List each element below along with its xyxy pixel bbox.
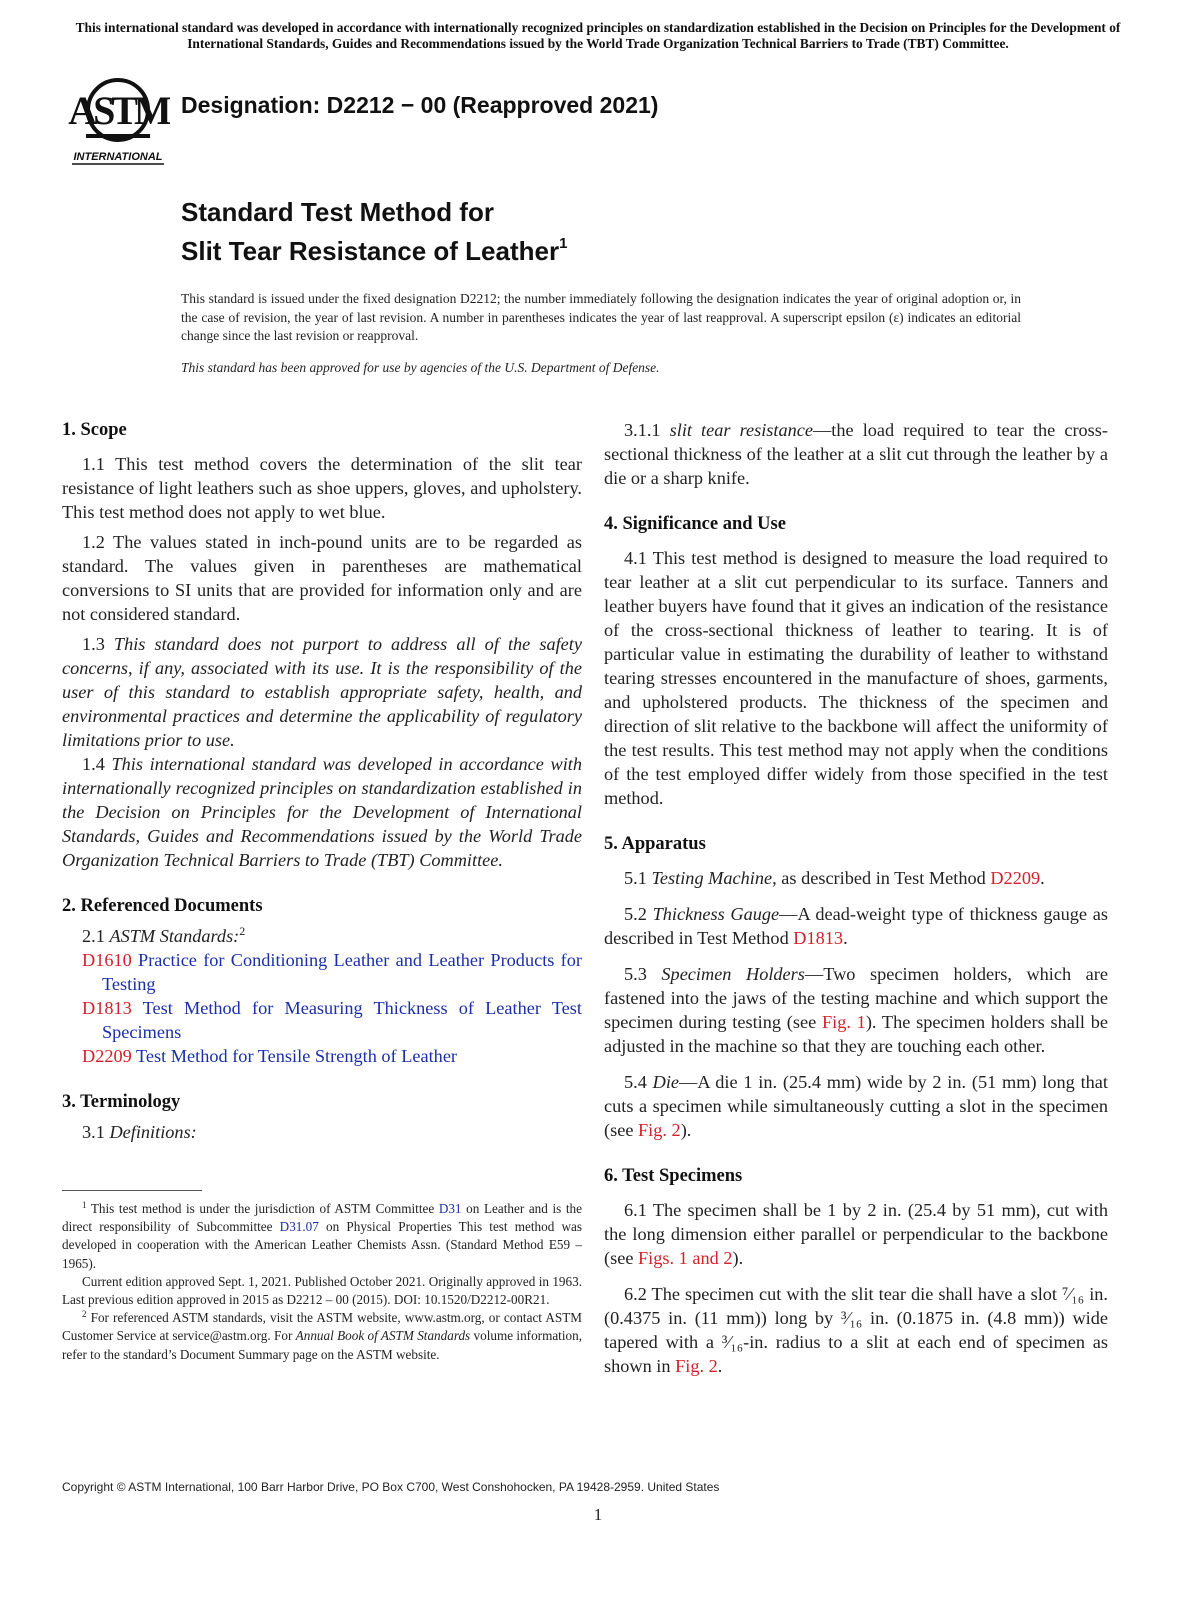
title-line-1: Standard Test Method for: [181, 197, 494, 227]
paragraph-1-2: 1.2 The values stated in inch-pound units are to be regarded as standard. The values given in parentheses are mathematical conversions to SI units that are provided for information only and are not considered standard.: [62, 532, 582, 624]
title-footnote-mark: 1: [559, 235, 568, 252]
paragraph-1-1: 1.1 This test method covers the determination of the slit tear resistance of light leathers such as shoe uppers, gloves, and upholstery. This test method does not apply to wet blue.: [62, 454, 582, 522]
paragraph-5-1: 5.1 Testing Machine, as described in Test Method D2209.: [624, 868, 1045, 888]
paragraph-3-1: 3.1 Definitions:: [82, 1122, 197, 1142]
link-d31[interactable]: D31: [438, 1201, 462, 1216]
link-d1813[interactable]: D1813: [793, 928, 844, 948]
paragraph-6-1: 6.1 The specimen shall be 1 by 2 in. (25.4 by 51 mm), cut with the long dimension either parallel or perpendicular to the backbone (see Figs. 1 and 2).: [604, 1200, 1108, 1268]
link-fig-2b[interactable]: Fig. 2: [675, 1356, 718, 1376]
paragraph-1-3: 1.3 This standard does not purport to address all of the safety concerns, if any, associated with its use. It is the responsibility of the user of this standard to establish appropriate safety, health, and environmental practices and determine the applicability of regulatory limitations prior to use.: [62, 634, 582, 750]
designation: Designation: D2212 − 00 (Reapproved 2021): [181, 92, 659, 118]
copyright-notice: Copyright © ASTM International, 100 Barr Harbor Drive, PO Box C700, West Conshohocken, PA 19428-2959. United States: [62, 1480, 720, 1494]
section-6-heading: 6. Test Specimens: [604, 1166, 743, 1186]
page-number: 1: [593, 1505, 603, 1524]
issuance-note: This standard is issued under the fixed designation D2212; the number immediately following the designation indicates the year of original adoption or, in the case of revision, the year of last revision. A number in parentheses indicates the year of last reapproval. A superscript epsilon (ε) indicates an editorial change since the last revision or reapproval.: [181, 291, 1021, 343]
link-fig-1[interactable]: Fig. 1: [821, 1012, 866, 1032]
dod-approval-note: This standard has been approved for use by agencies of the U.S. Department of Defense.: [181, 360, 660, 375]
paragraph-5-2: 5.2 Thickness Gauge—A dead-weight type of thickness gauge as described in Test Method D1813.: [604, 904, 1108, 948]
section-5-heading: 5. Apparatus: [604, 834, 706, 854]
footnote-1: $^1$ This test method is under the jurisdiction of ASTM Committee D31 on Leather and is the direct responsibility of Subcommittee D31.07 on Physical Properties This test method was developed in cooperation with the American Leather Chemists Assn. (Standard Method E59 – 1965).: [62, 1200, 582, 1271]
paragraph-2-1: 2.1 ASTM Standards:$^2$: [82, 924, 246, 946]
astm-logo: [66, 70, 170, 170]
document-title: [181, 196, 567, 267]
title-line-2: Slit Tear Resistance of Leather$^1$: [181, 235, 568, 266]
paragraph-5-4: 5.4 Die—A die 1 in. (25.4 mm) wide by 2 in. (51 mm) long that cuts a specimen while simultaneously cutting a slot in the specimen (see Fig. 2).: [604, 1072, 1108, 1140]
right-column: [604, 418, 1108, 1378]
section-3-heading: 3. Terminology: [62, 1092, 181, 1112]
paragraph-5-3: 5.3 Specimen Holders—Two specimen holders, which are fastened into the jaws of the testing machine and which support the specimen during testing (see Fig. 1). The specimen holders shall be adjusted in the machine so that they are touching each other.: [604, 964, 1108, 1056]
section-1-heading: 1. Scope: [62, 420, 127, 440]
left-column: [62, 418, 582, 1226]
link-fig-2[interactable]: Fig. 2: [638, 1120, 681, 1140]
footnote-divider: [62, 1190, 202, 1191]
link-d31-07[interactable]: D31.07: [279, 1219, 319, 1235]
reference-d2209[interactable]: D2209 Test Method for Tensile Strength of Leather: [82, 1046, 458, 1066]
paragraph-1-4: 1.4 This international standard was developed in accordance with internationally recognized principles on standardization established in the Decision on Principles for the Development of International Standards, Guides and Recommendations issued by the World Trade Organization Technical Barriers to Trade (TBT) Committee.: [62, 754, 582, 870]
section-2-heading: 2. Referenced Documents: [62, 896, 263, 916]
footnote-1-edition: Current edition approved Sept. 1, 2021. Published October 2021. Originally approved in 1963. Last previous edition approved in 2015 as D2212 – 00 (2015). DOI: 10.1520/D2212-00R21.: [62, 1273, 582, 1308]
paragraph-6-2: 6.2 The specimen cut with the slit tear die shall have a slot ⁷⁄₁₆ in. (0.4375 in. (11 mm)) long by ³⁄₁₆ in. (0.1875 in. (4.8 mm)) wide tapered with a ³⁄₁₆-in. radius to a slit at each end of specimen as shown in Fig. 2.: [604, 1284, 1108, 1376]
reference-d1610[interactable]: D1610 Practice for Conditioning Leather and Leather Products for Testing: [82, 950, 582, 994]
link-d2209[interactable]: D2209: [990, 868, 1041, 888]
top-notice: This international standard was developed in accordance with internationally recognized principles on standardization established in the Decision on Principles for the Development of International Standards, Guides and Recommendations issued by the World Trade Organization Technical Barriers to Trade (TBT) Committee.: [75, 20, 1121, 51]
astm-logo-icon: [66, 70, 170, 170]
reference-d1813[interactable]: D1813 Test Method for Measuring Thickness of Leather Test Specimens: [82, 998, 582, 1042]
logo-caption: INTERNATIONAL: [73, 151, 163, 163]
section-4-heading: 4. Significance and Use: [604, 514, 786, 534]
link-figs-1-2[interactable]: Figs. 1 and 2: [638, 1248, 733, 1268]
footnotes: [62, 1200, 582, 1364]
paragraph-3-1-1: 3.1.1 slit tear resistance—the load required to tear the cross-sectional thickness of the leather at a slit cut through the leather by a die or a sharp knife.: [604, 420, 1108, 488]
footnote-2: $^2$ For referenced ASTM standards, visit the ASTM website, www.astm.org, or contact ASTM Customer Service at service@astm.org. For Annual Book of ASTM Standards volume information, refer to the standard’s Document Summary page on the ASTM website.: [62, 1309, 582, 1362]
logo-wordmark: ASTM: [68, 88, 168, 133]
paragraph-4-1: 4.1 This test method is designed to measure the load required to tear leather at a slit cut perpendicular to its surface. Tanners and leather buyers have found that it gives an indication of the resistance of the cross-sectional thickness of leather to tearing. It is of particular value in estimating the durability of leather to withstand tearing stresses encountered in the manufacture of shoes, garments, and upholstered products. The thickness of the specimen and direction of slit relative to the backbone will affect the uniformity of the test results. This test method may not apply when the conditions of the test employed differ widely from those specified in the test method.: [604, 548, 1108, 808]
